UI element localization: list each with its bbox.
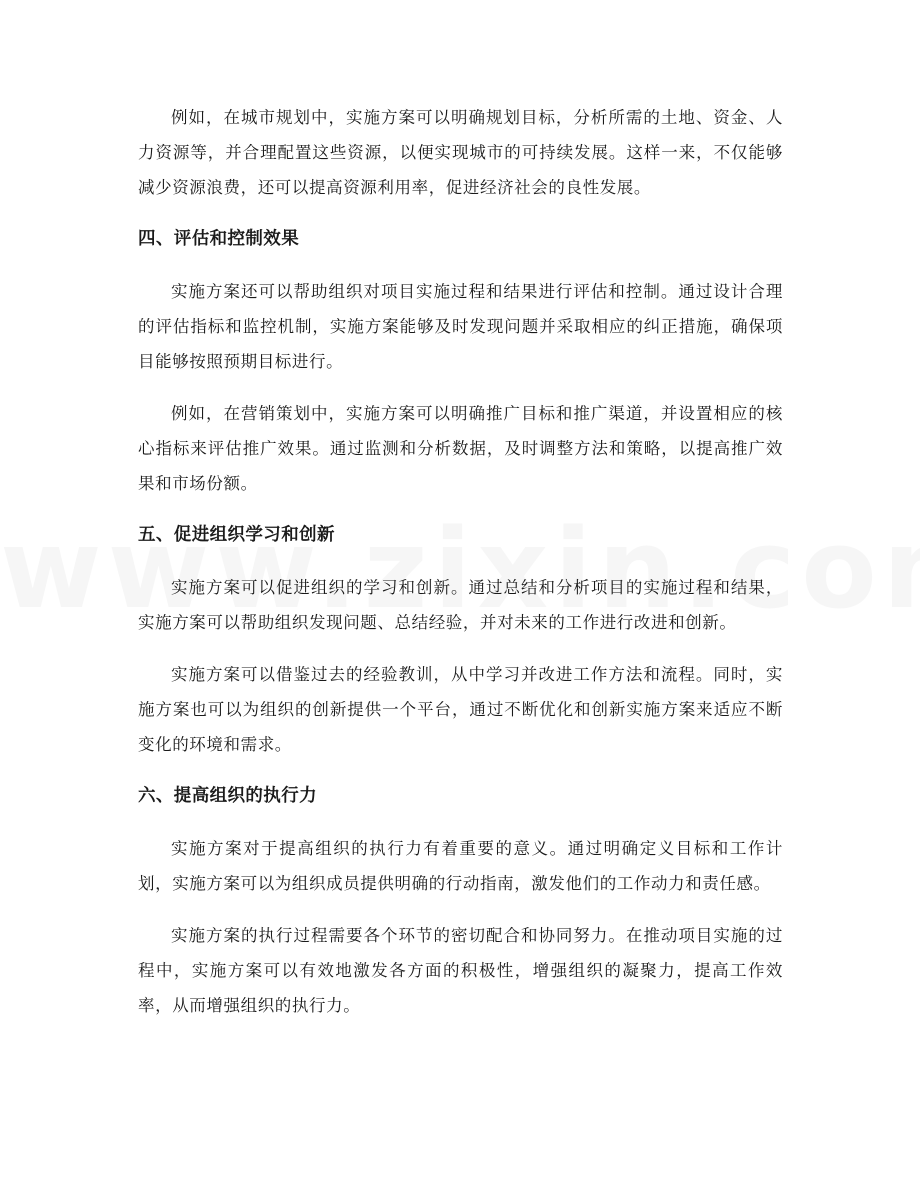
section-heading-6: 六、提高组织的执行力	[138, 786, 317, 806]
paragraph-evaluation: 实施方案还可以帮助组织对项目实施过程和结果进行评估和控制。通过设计合理的评估指标和监控机制，实施方案能够及时发现问题并采取相应的纠正措施，确保项目能够按照预期目标进行。	[138, 282, 783, 371]
paragraph-innovation: 实施方案可以借鉴过去的经验教训，从中学习并改进工作方法和流程。同时，实施方案也可以为组织的创新提供一个平台，通过不断优化和创新实施方案来适应不断变化的环境和需求。	[138, 665, 783, 754]
section-heading-5: 五、促进组织学习和创新	[138, 525, 335, 545]
paragraph-execution: 实施方案对于提高组织的执行力有着重要的意义。通过明确定义目标和工作计划，实施方案可以为组织成员提供明确的行动指南，激发他们的工作动力和责任感。	[138, 839, 783, 893]
paragraph-marketing: 例如，在营销策划中，实施方案可以明确推广目标和推广渠道，并设置相应的核心指标来评估推广效果。通过监测和分析数据，及时调整方法和策略，以提高推广效果和市场份额。	[138, 404, 783, 493]
paragraph-urban-planning: 例如，在城市规划中，实施方案可以明确规划目标，分析所需的土地、资金、人力资源等，并合理配置这些资源，以便实现城市的可持续发展。这样一来，不仅能够减少资源浪费，还可以提高资源利用率，促进经济社会的良性发展。	[138, 108, 783, 197]
document-page	[138, 100, 783, 1040]
section-heading-4: 四、评估和控制效果	[138, 229, 300, 249]
paragraph-collaboration: 实施方案的执行过程需要各个环节的密切配合和协同努力。在推动项目实施的过程中，实施方案可以有效地激发各方面的积极性，增强组织的凝聚力，提高工作效率，从而增强组织的执行力。	[138, 926, 783, 1015]
paragraph-learning: 实施方案可以促进组织的学习和创新。通过总结和分析项目的实施过程和结果，实施方案可以帮助组织发现问题、总结经验，并对未来的工作进行改进和创新。	[138, 578, 783, 632]
